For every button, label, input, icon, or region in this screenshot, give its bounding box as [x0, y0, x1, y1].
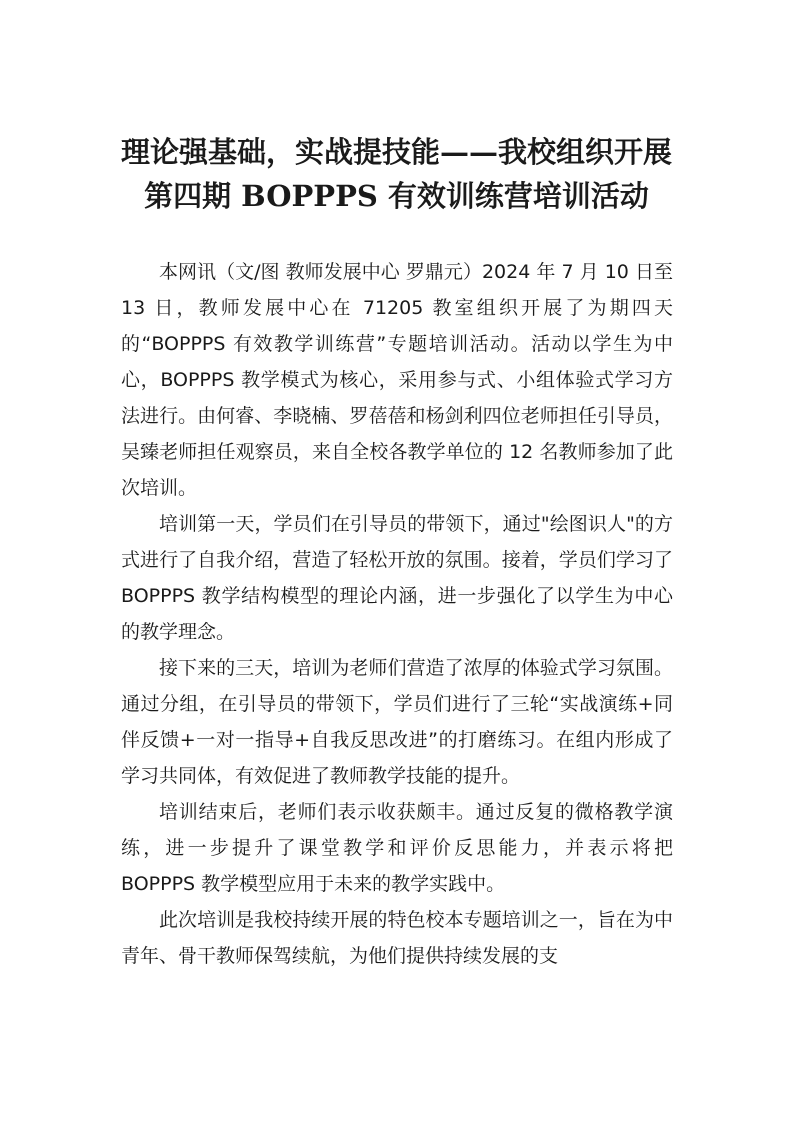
article-title-line-1: 理论强基础，实战提技能——我校组织开展 — [120, 135, 672, 169]
paragraph-3: 接下来的三天，培训为老师们营造了浓厚的体验式学习氛围。通过分组，在引导员的带领下，学员们进行了三轮“实战演练+同伴反馈+一对一指导+自我反思改进”的打磨练习。在组内形成了学习共同体，有效促进了教师教学技能的提升。 — [121, 657, 673, 787]
paragraph-2: 培训第一天，学员们在引导员的带领下，通过"绘图识人"的方式进行了自我介绍，营造了轻松开放的氛围。接着，学员们学习了 BOPPPS 教学结构模型的理论内涵，进一步强化了以学生为中心的教学理念。 — [121, 513, 673, 643]
paragraph-1: 本网讯（文/图 教师发展中心 罗鼎元）2024 年 7 月 10 日至 13 日，教师发展中心在 71205 教室组织开展了为期四天的“BOPPPS 有效教学训练营”专题培训活动。活动以学生为中心，BOPPPS 教学模式为核心，采用参与式、小组体验式学习方法进行。由何睿、李晓楠、罗蓓蓓和杨剑利四位老师担任引导员，吴臻老师担任观察员，来自全校各教学单位的 12 名教师参加了此次培训。 — [121, 261, 673, 499]
paragraph-4: 培训结束后，老师们表示收获颇丰。通过反复的微格教学演练，进一步提升了课堂教学和评价反思能力，并表示将把 BOPPPS 教学模型应用于未来的教学实践中。 — [121, 801, 673, 895]
paragraph-5: 此次培训是我校持续开展的特色校本专题培训之一，旨在为中青年、骨干教师保驾续航，为他们提供持续发展的支 — [121, 909, 673, 967]
article-title-line-2: 第四期 BOPPPS 有效训练营培训活动 — [144, 179, 649, 213]
article-body — [121, 254, 673, 974]
